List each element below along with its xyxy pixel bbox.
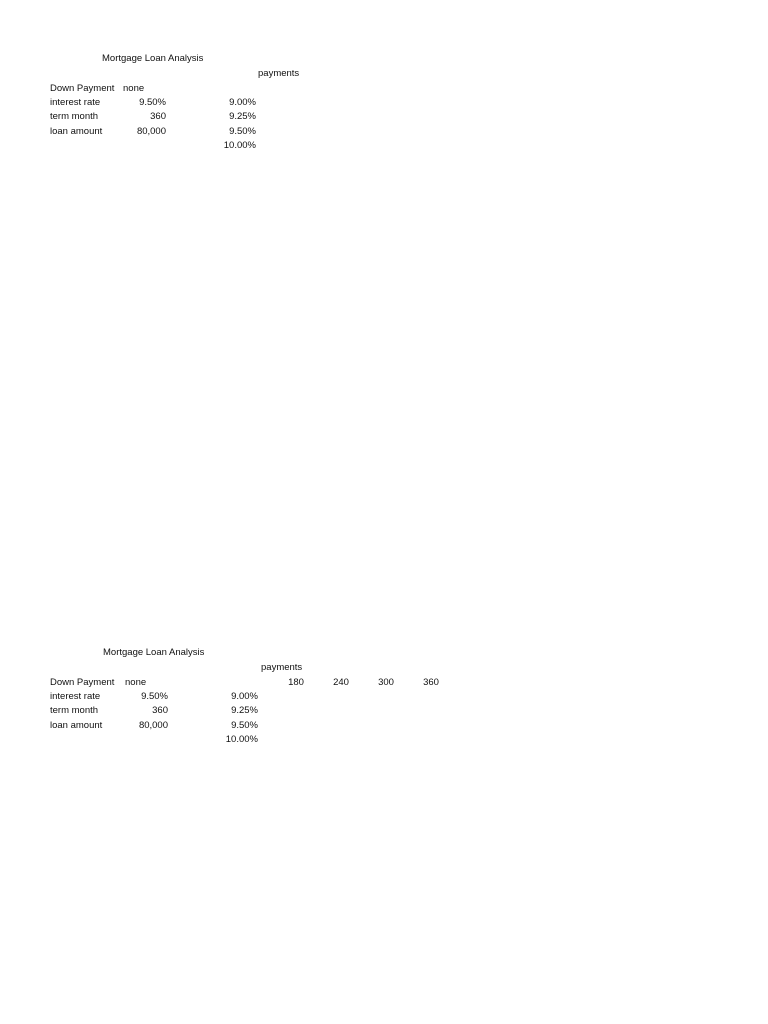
down-payment-value: none xyxy=(123,83,145,94)
term-column-header: 360 xyxy=(423,677,439,688)
term-column-header: 180 xyxy=(288,677,304,688)
payments-header: payments xyxy=(258,68,300,79)
term-column-header: 240 xyxy=(333,677,349,688)
rate-option: 9.25% xyxy=(231,705,258,716)
term-month-value: 360 xyxy=(152,705,168,716)
interest-rate-label: interest rate xyxy=(50,691,101,702)
interest-rate-label: interest rate xyxy=(50,97,101,108)
rate-option: 10.00% xyxy=(223,140,256,151)
interest-rate-value: 9.50% xyxy=(141,691,168,702)
rate-option: 9.00% xyxy=(231,691,258,702)
rate-option: 9.00% xyxy=(229,97,256,108)
loan-amount-value: 80,000 xyxy=(136,126,166,137)
term-month-label: term month xyxy=(50,111,99,122)
term-column-header: 300 xyxy=(378,677,394,688)
down-payment-label: Down Payment xyxy=(50,83,115,94)
rate-option: 9.25% xyxy=(229,111,256,122)
table-title: Mortgage Loan Analysis xyxy=(102,53,204,64)
rate-option: 9.50% xyxy=(229,126,256,137)
payments-header: payments xyxy=(261,662,303,673)
term-month-value: 360 xyxy=(150,111,166,122)
interest-rate-value: 9.50% xyxy=(139,97,166,108)
rate-option: 10.00% xyxy=(225,734,258,745)
term-month-label: term month xyxy=(50,705,99,716)
analysis-table-1 xyxy=(0,52,768,172)
loan-amount-value: 80,000 xyxy=(138,720,168,731)
table-title: Mortgage Loan Analysis xyxy=(103,647,205,658)
loan-amount-label: loan amount xyxy=(50,126,103,137)
rate-option: 9.50% xyxy=(231,720,258,731)
down-payment-value: none xyxy=(125,677,147,688)
down-payment-label: Down Payment xyxy=(50,677,115,688)
analysis-table-2 xyxy=(0,646,768,766)
loan-amount-label: loan amount xyxy=(50,720,103,731)
